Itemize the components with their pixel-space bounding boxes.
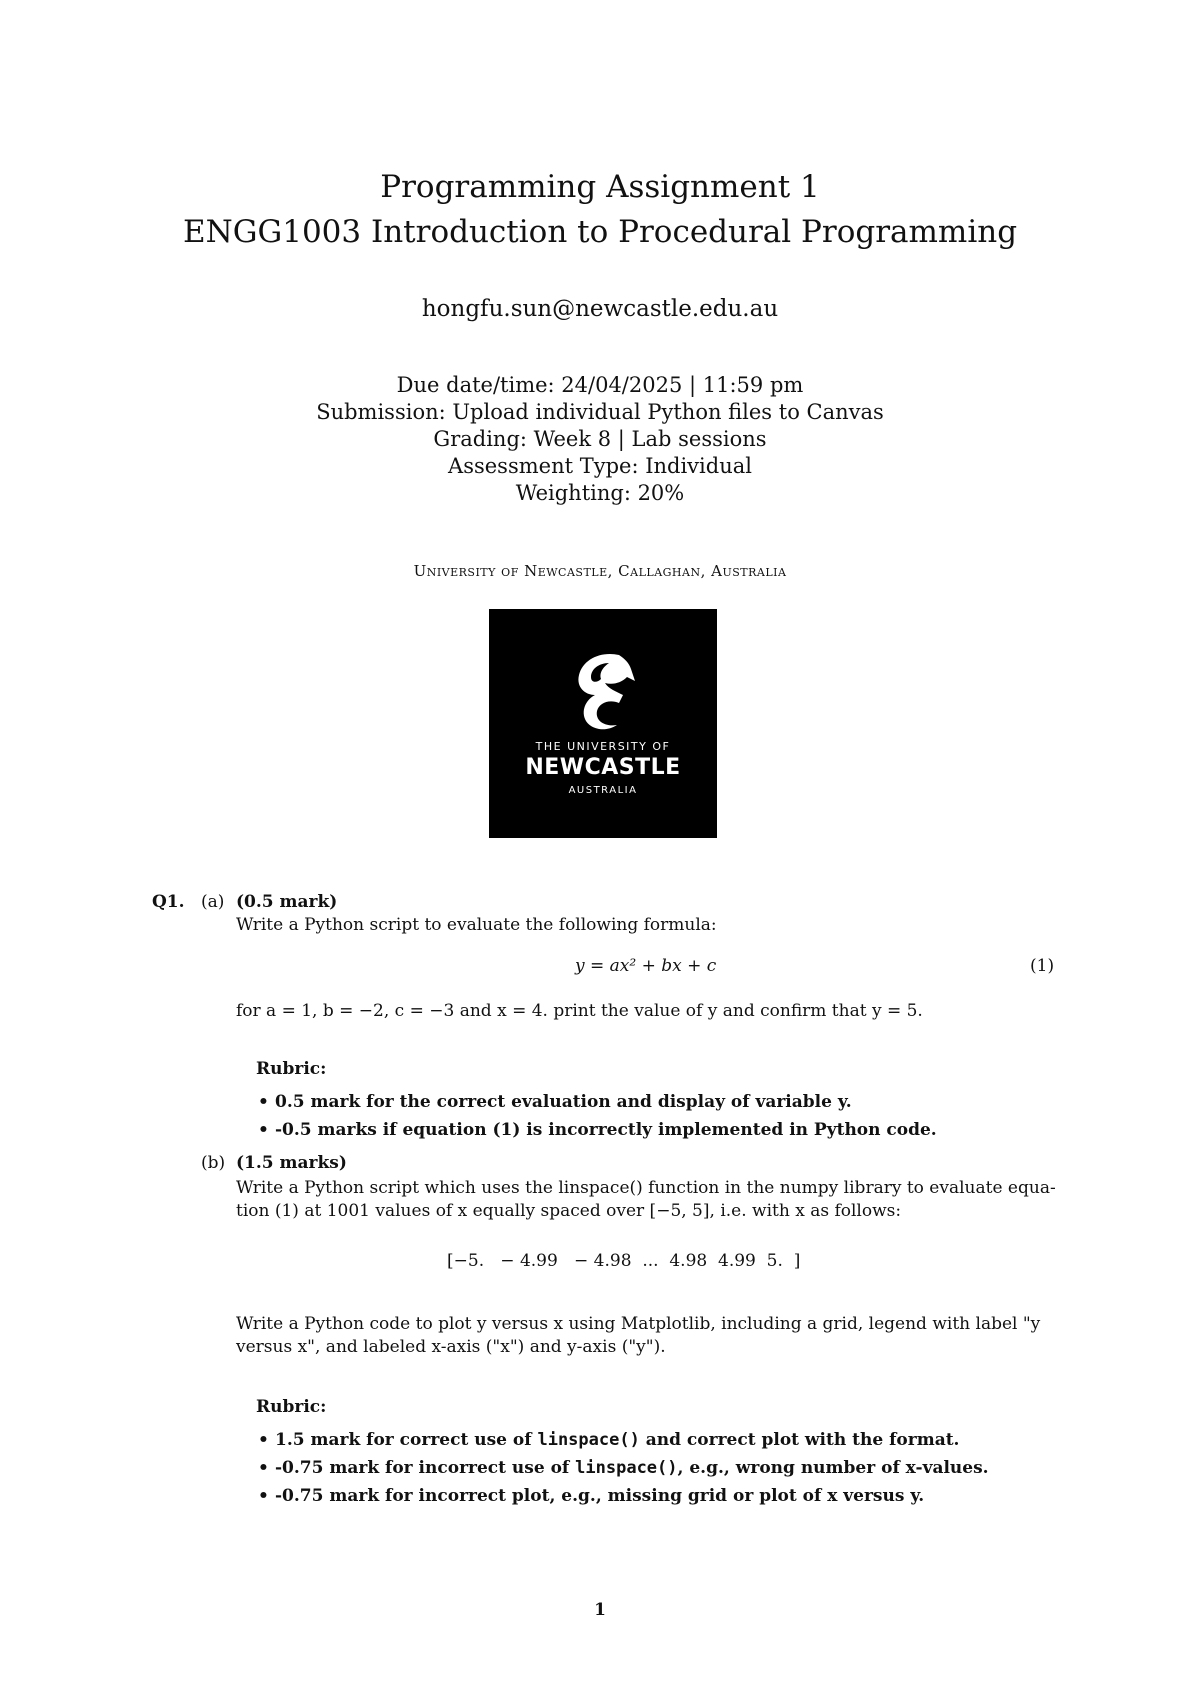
logo-line-2: NEWCASTLE (525, 755, 681, 780)
part-b-rubric-item-2: • -0.75 mark for incorrect use of linspace(), e.g., wrong number of x-values. (275, 1457, 989, 1479)
part-b-rubric-item-3: • -0.75 mark for incorrect plot, e.g., missing grid or plot of x versus y. (275, 1485, 924, 1507)
linspace-array: [−5. − 4.99 − 4.98 ... 4.98 4.99 5. ] (447, 1251, 801, 1271)
part-a-rubric-item-2: • -0.5 marks if equation (1) is incorrectly implemented in Python code. (275, 1119, 937, 1141)
part-a-label: (a) (201, 892, 225, 912)
logo-line-1: THE UNIVERSITY OF (535, 740, 671, 753)
weighting: Weighting: 20% (515, 481, 685, 505)
part-a-condition: for a = 1, b = −2, c = −3 and x = 4. print the value of y and confirm that y = 5. (236, 1001, 923, 1021)
grading-info: Grading: Week 8 | Lab sessions (433, 427, 767, 451)
newcastle-seahorse-logo-icon (561, 649, 647, 735)
assessment-type: Assessment Type: Individual (448, 454, 752, 478)
part-b-prompt-line-1: Write a Python script which uses the linspace() function in the numpy library to evaluate equa- (236, 1178, 1056, 1198)
part-a-marks: (0.5 mark) (236, 892, 338, 912)
part-a-rubric-title: Rubric: (256, 1059, 327, 1079)
question-label: Q1. (152, 892, 185, 912)
title-line-2: ENGG1003 Introduction to Procedural Programming (182, 214, 1018, 250)
due-date: Due date/time: 24/04/2025 | 11:59 pm (396, 373, 804, 397)
equation-1: y = ax² + bx + c (575, 956, 717, 976)
part-b-rubric-item-1: • 1.5 mark for correct use of linspace() and correct plot with the format. (275, 1429, 959, 1451)
author-email: hongfu.sun@newcastle.edu.au (421, 296, 779, 322)
part-a-rubric-item-1: • 0.5 mark for the correct evaluation and display of variable y. (275, 1091, 852, 1113)
logo-line-3: AUSTRALIA (568, 785, 638, 796)
part-b-rubric-title: Rubric: (256, 1397, 327, 1417)
university-logo (489, 609, 717, 838)
submission-info: Submission: Upload individual Python files to Canvas (316, 400, 884, 424)
part-b-plot-line-1: Write a Python code to plot y versus x using Matplotlib, including a grid, legend with label "y (236, 1314, 1041, 1334)
equation-number: (1) (1030, 956, 1055, 976)
affiliation: University of Newcastle, Callaghan, Australia (413, 562, 787, 580)
part-b-plot-line-2: versus x", and labeled x-axis ("x") and y-axis ("y"). (236, 1337, 666, 1357)
part-a-prompt: Write a Python script to evaluate the following formula: (236, 915, 717, 935)
title-line-1: Programming Assignment 1 (380, 169, 820, 205)
part-b-prompt-line-2: tion (1) at 1001 values of x equally spaced over [−5, 5], i.e. with x as follows: (236, 1201, 902, 1221)
part-b-marks: (1.5 marks) (236, 1153, 347, 1173)
page-number: 1 (594, 1600, 606, 1620)
part-b-label: (b) (201, 1153, 226, 1173)
